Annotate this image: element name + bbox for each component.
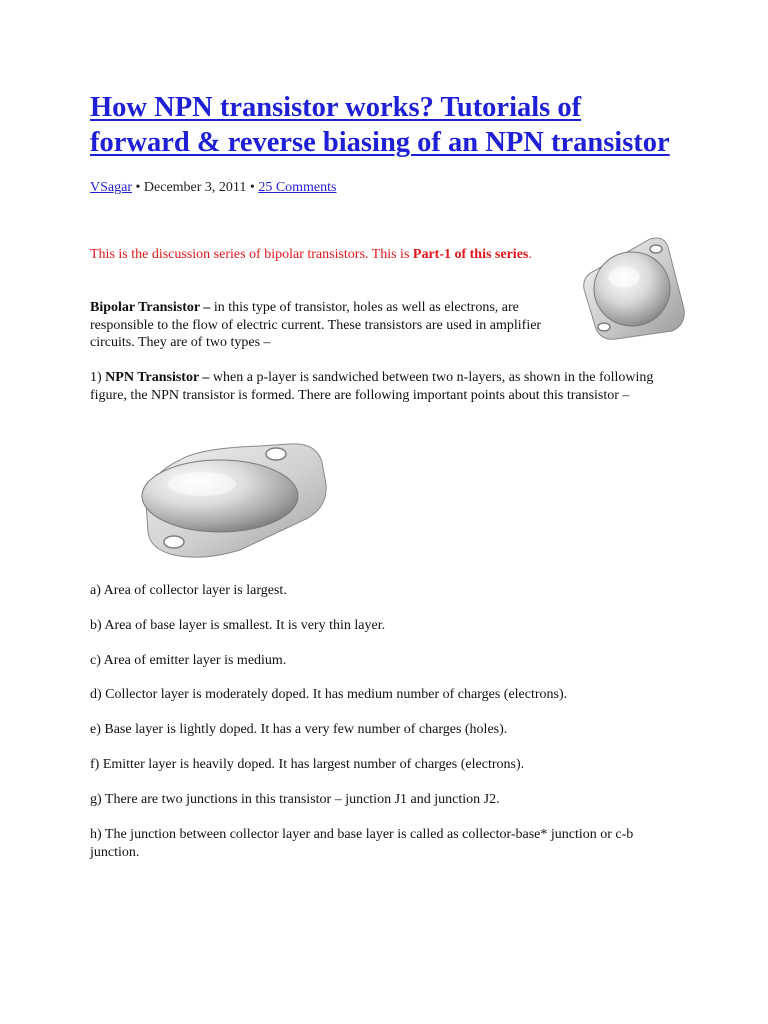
npn-paragraph [90, 369, 680, 404]
list-item: c) Area of emitter layer is medium. [90, 653, 287, 668]
intro-text: This is the discussion series of bipolar transistors. This is [90, 247, 413, 262]
article-title-link[interactable]: How NPN transistor works? Tutorials of forward & reverse biasing of an NPN transistor [90, 92, 670, 158]
article-meta [90, 179, 680, 197]
list-item: h) The junction between collector layer and base layer is called as collector-base* junction or c-b junction. [90, 827, 634, 860]
list-item: g) There are two junctions in this transistor – junction J1 and junction J2. [90, 792, 500, 807]
post-date: December 3, 2011 [143, 180, 247, 195]
meta-separator: • [132, 180, 144, 195]
author-link[interactable]: VSagar [90, 180, 132, 195]
list-item: f) Emitter layer is heavily doped. It has largest number of charges (electrons). [90, 757, 525, 772]
comments-link[interactable]: 25 Comments [258, 180, 337, 195]
npn-text: when a p-layer is sandwiched between two n-layers, as shown in the following figure, the NPN transistor is formed. There are following important points about this transistor – [90, 370, 654, 403]
bipolar-paragraph [90, 299, 560, 352]
transistor-image-tilted [140, 440, 340, 562]
intro-paragraph [90, 246, 560, 264]
list-item: a) Area of collector layer is largest. [90, 583, 287, 598]
bipolar-term: Bipolar Transistor – [90, 300, 211, 315]
article [90, 90, 680, 860]
list-item: e) Base layer is lightly doped. It has a very few number of charges (holes). [90, 722, 508, 737]
list-item: b) Area of base layer is smallest. It is very thin layer. [90, 618, 386, 633]
npn-prefix: 1) [90, 370, 106, 385]
transistor-image-upright [580, 233, 688, 343]
intro-bold: Part-1 of this series [412, 247, 529, 262]
article-title [90, 90, 680, 160]
meta-separator: • [246, 180, 259, 195]
bipolar-text: in this type of transistor, holes as well as electrons, are responsible to the flow of electric current. These transistors are used in amplifier circuits. They are of two types – [90, 300, 542, 350]
intro-end: . [528, 247, 532, 262]
npn-term: NPN Transistor – [105, 370, 210, 385]
list-item: d) Collector layer is moderately doped. It has medium number of charges (electrons). [90, 687, 568, 702]
